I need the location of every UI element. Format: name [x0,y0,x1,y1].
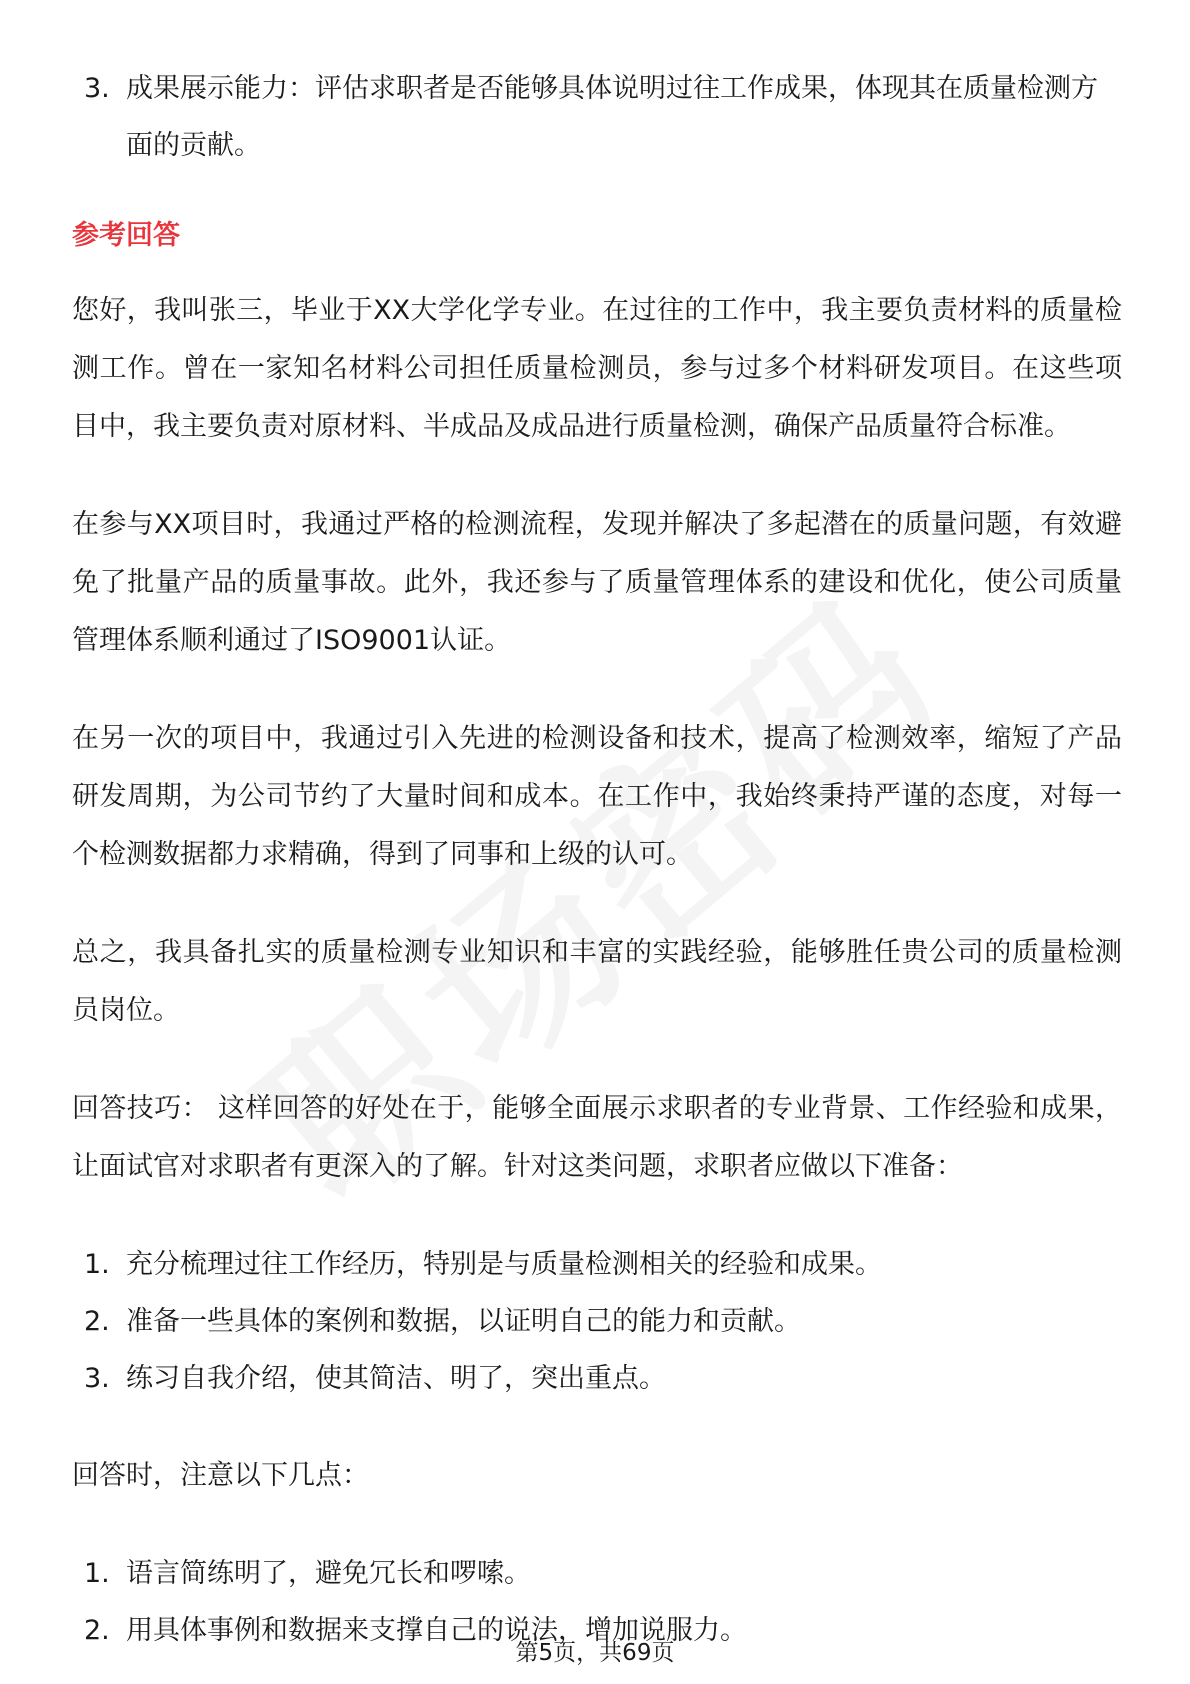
list-item [72,1293,1122,1350]
page-footer: 第5页，共69页 [515,1640,675,1666]
list-item-text: 成果展示能力：评估求职者是否能够具体说明过往工作成果，体现其在质量检测方面的贡献。 [126,73,1098,161]
answer-paragraph: 在另一次的项目中，我通过引入先进的检测设备和技术，提高了检测效率，缩短了产品研发周期，为公司节约了大量时间和成本。在工作中，我始终秉持严谨的态度，对每一个检测数据都力求精确，得到了同事和上级的认可。 [72,723,1122,870]
list-item [72,1545,1122,1602]
list-item-text: 语言简练明了，避免冗长和啰嗦。 [126,1558,531,1589]
list-number: 3. [84,1363,110,1394]
answer-paragraph: 总之，我具备扎实的质量检测专业知识和丰富的实践经验，能够胜任贵公司的质量检测员岗位。 [72,937,1122,1026]
list-number: 1. [84,1249,110,1280]
document-body [72,60,1122,1659]
list-item [72,1350,1122,1407]
reference-answer-heading: 参考回答 [72,220,180,251]
answer-paragraph: 在参与XX项目时，我通过严格的检测流程，发现并解决了多起潜在的质量问题，有效避免了批量产品的质量事故。此外，我还参与了质量管理体系的建设和优化，使公司质量管理体系顺利通过了ISO9001认证。 [72,509,1122,656]
list-number: 1. [84,1558,110,1589]
list-item-text: 用具体事例和数据来支撑自己的说法，增加说服力。 [126,1615,747,1646]
list-item-text: 练习自我介绍，使其简洁、明了，突出重点。 [126,1363,666,1394]
tips-paragraph: 回答技巧： 这样回答的好处在于，能够全面展示求职者的专业背景、工作经验和成果，让面试官对求职者有更深入的了解。针对这类问题，求职者应做以下准备： [72,1093,1122,1182]
notes-intro: 回答时，注意以下几点： [72,1460,369,1491]
list-number: 2. [84,1306,110,1337]
list-number: 2. [84,1615,110,1646]
preparation-list [72,1236,1122,1407]
criteria-item-3 [72,60,1122,174]
list-item [72,1236,1122,1293]
list-number: 3. [84,73,110,104]
list-item-text: 充分梳理过往工作经历，特别是与质量检测相关的经验和成果。 [126,1249,882,1280]
answer-paragraph: 您好，我叫张三，毕业于XX大学化学专业。在过往的工作中，我主要负责材料的质量检测工作。曾在一家知名材料公司担任质量检测员，参与过多个材料研发项目。在这些项目中，我主要负责对原材料、半成品及成品进行质量检测，确保产品质量符合标准。 [72,295,1122,442]
list-item-text: 准备一些具体的案例和数据，以证明自己的能力和贡献。 [126,1306,801,1337]
